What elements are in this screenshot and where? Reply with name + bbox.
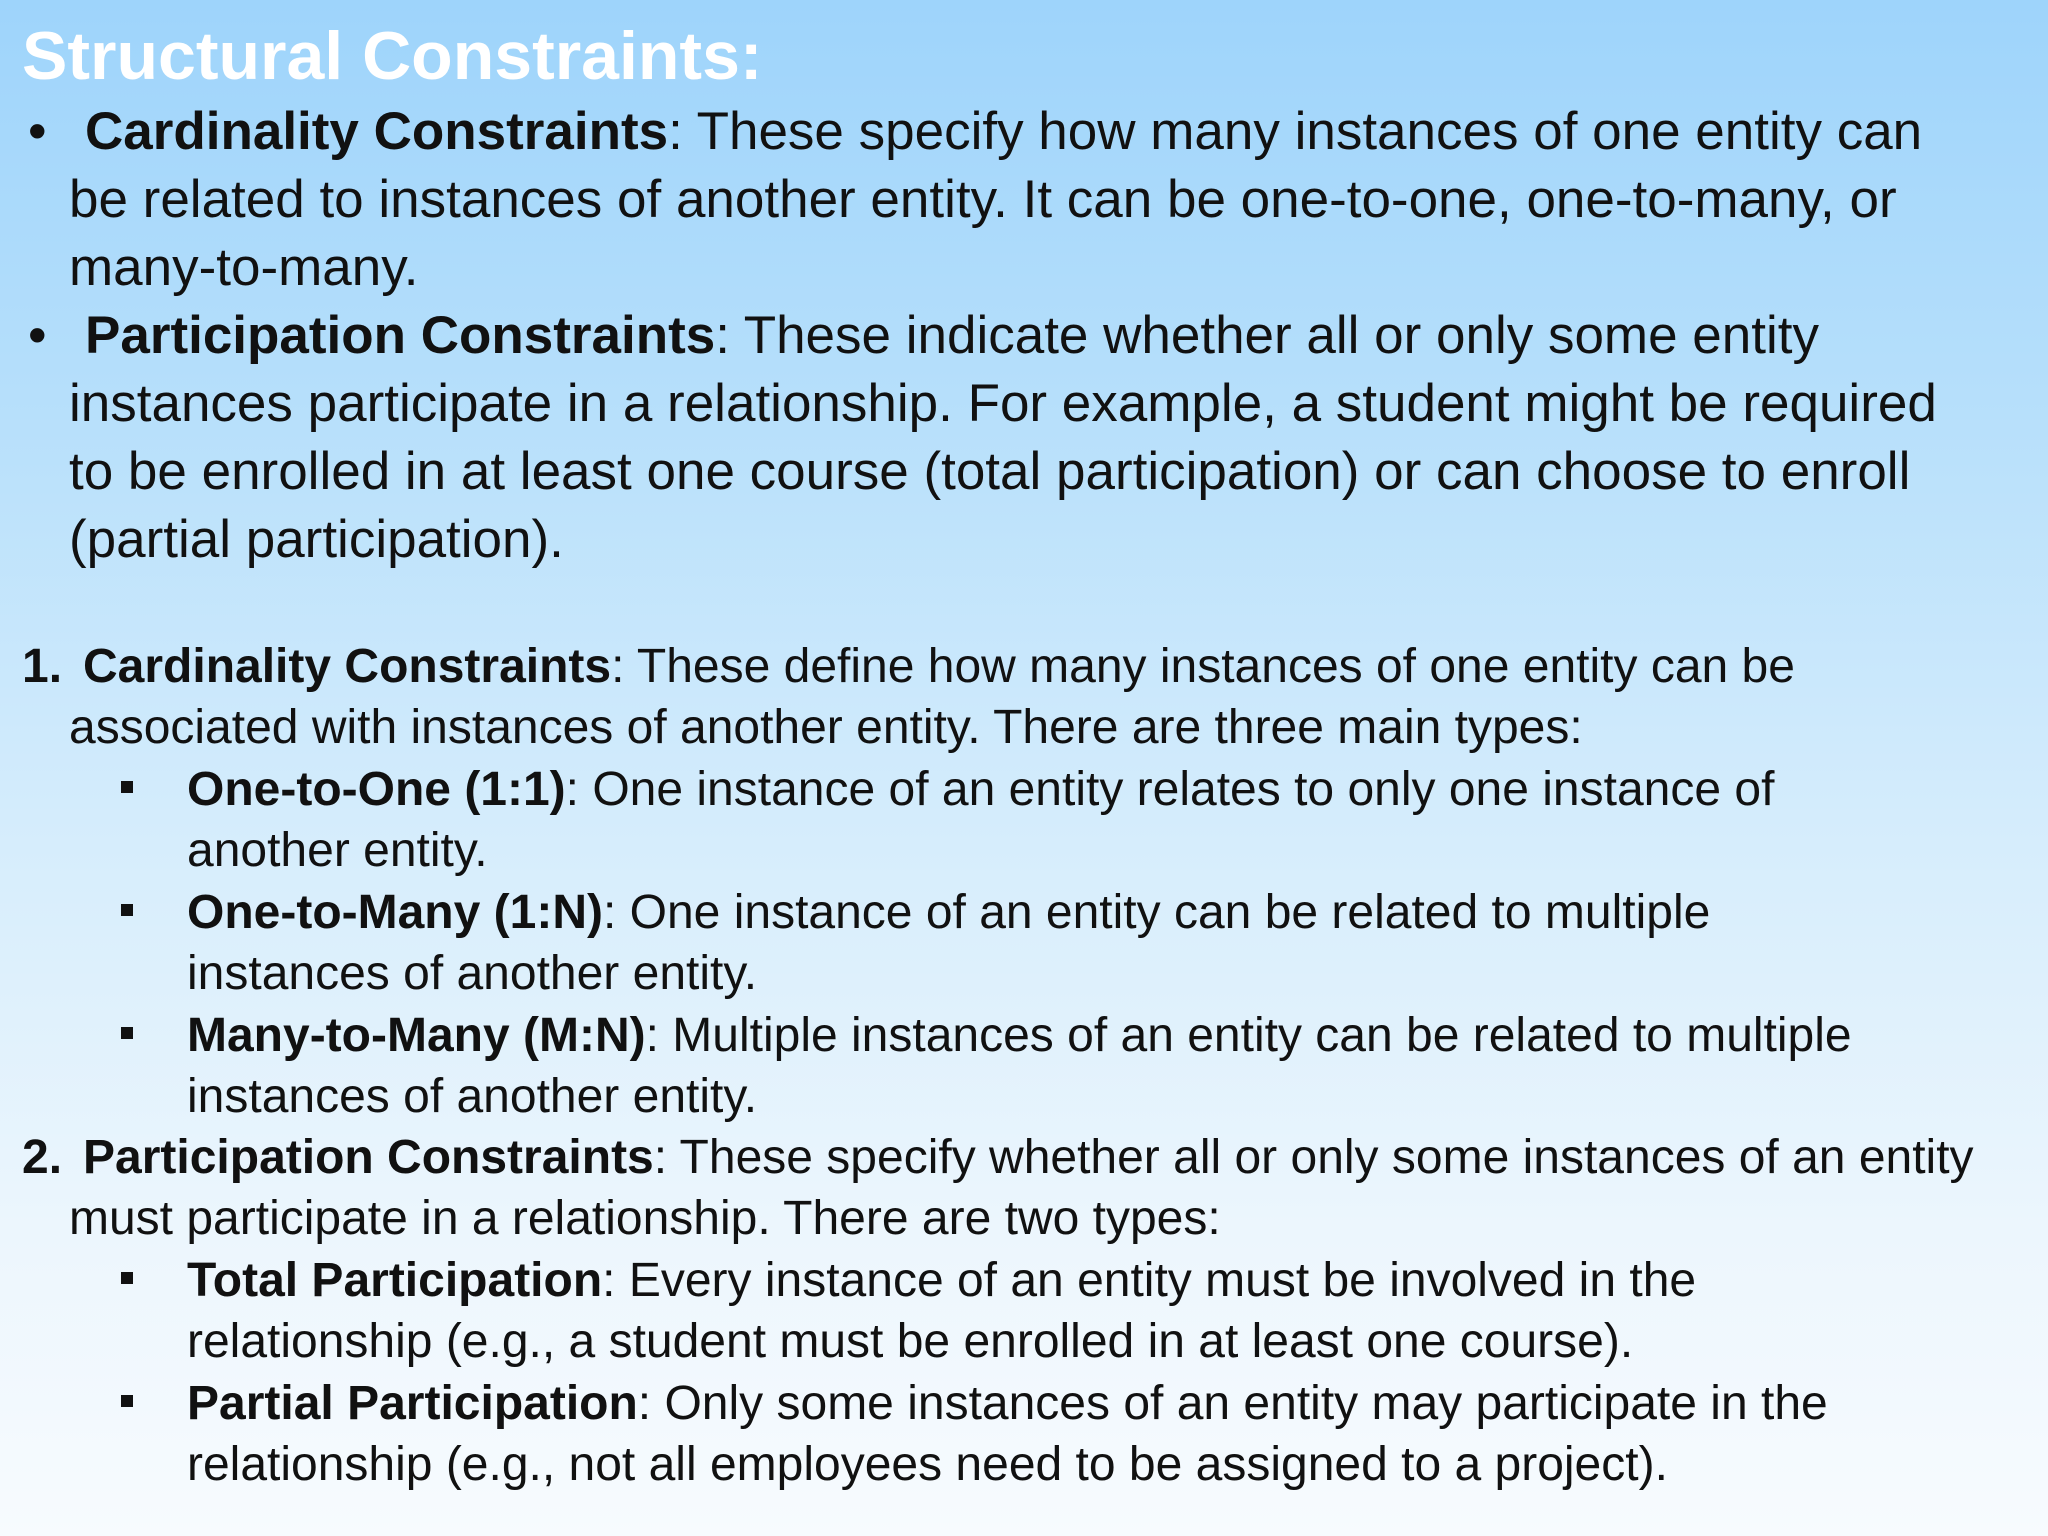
cardinality-types-list xyxy=(0,759,2048,1127)
description-text: : These specify whether all or only some instances of an entity must participate in a relationship. There are two types: xyxy=(69,1131,1974,1245)
sub-item-total-participation xyxy=(118,1250,1887,1372)
numbered-item-cardinality xyxy=(0,636,1989,758)
bullet-dot-icon: • xyxy=(28,306,47,365)
description-text: : Every instance of an entity must be involved in the relationship (e.g., a student must be enrolled in at least one course). xyxy=(187,1254,1697,1368)
top-bullet-list xyxy=(0,98,2048,574)
slide-title: Structural Constraints: xyxy=(22,18,763,94)
numbered-item-participation xyxy=(0,1127,1989,1249)
term-many-to-many: Many-to-Many (M:N) xyxy=(187,1009,646,1062)
item-number: 2. xyxy=(22,1131,63,1184)
description-text: : One instance of an entity can be related to multiple instances of another entity. xyxy=(187,886,1711,1000)
term-participation-constraints: Participation Constraints xyxy=(83,1131,654,1184)
numbered-list xyxy=(0,636,2048,1495)
term-participation-constraints: Participation Constraints xyxy=(85,306,716,365)
term-total-participation: Total Participation xyxy=(187,1254,603,1307)
sub-item-many-to-many xyxy=(118,1005,1887,1127)
sub-item-one-to-many xyxy=(118,882,1887,1004)
description-text: : These specify how many instances of one entity can be related to instances of another entity. It can be one-to-one, one-to-many, or many-to-many. xyxy=(69,102,1923,297)
description-text: : Only some instances of an entity may participate in the relationship (e.g., not all employees need to be assigned to a project). xyxy=(187,1377,1828,1491)
sub-item-partial-participation xyxy=(118,1373,1887,1495)
participation-types-list xyxy=(0,1250,2048,1495)
top-bullet-item-participation xyxy=(0,302,1989,574)
bullet-dot-icon: • xyxy=(28,102,47,161)
term-one-to-one: One-to-One (1:1) xyxy=(187,763,566,816)
top-bullet-item-cardinality xyxy=(0,98,1989,302)
term-one-to-many: One-to-Many (1:N) xyxy=(187,886,603,939)
term-cardinality-constraints: Cardinality Constraints xyxy=(83,640,612,693)
sub-item-one-to-one xyxy=(118,759,1887,881)
description-text: : Multiple instances of an entity can be related to multiple instances of another entity. xyxy=(187,1009,1852,1123)
square-bullet-icon xyxy=(121,1395,133,1407)
square-bullet-icon xyxy=(121,904,133,916)
description-text: : These define how many instances of one entity can be associated with instances of another entity. There are three main types: xyxy=(69,640,1795,754)
square-bullet-icon xyxy=(121,1272,133,1284)
term-cardinality-constraints: Cardinality Constraints xyxy=(85,102,669,161)
description-text: : One instance of an entity relates to only one instance of another entity. xyxy=(187,763,1775,877)
description-text: : These indicate whether all or only some entity instances participate in a relationship. For example, a student might be required to be enrolled in at least one course (total participation) or can choose to enroll (partial participation). xyxy=(69,306,1937,569)
square-bullet-icon xyxy=(121,781,133,793)
item-number: 1. xyxy=(22,640,63,693)
square-bullet-icon xyxy=(121,1027,133,1039)
term-partial-participation: Partial Participation xyxy=(187,1377,638,1430)
